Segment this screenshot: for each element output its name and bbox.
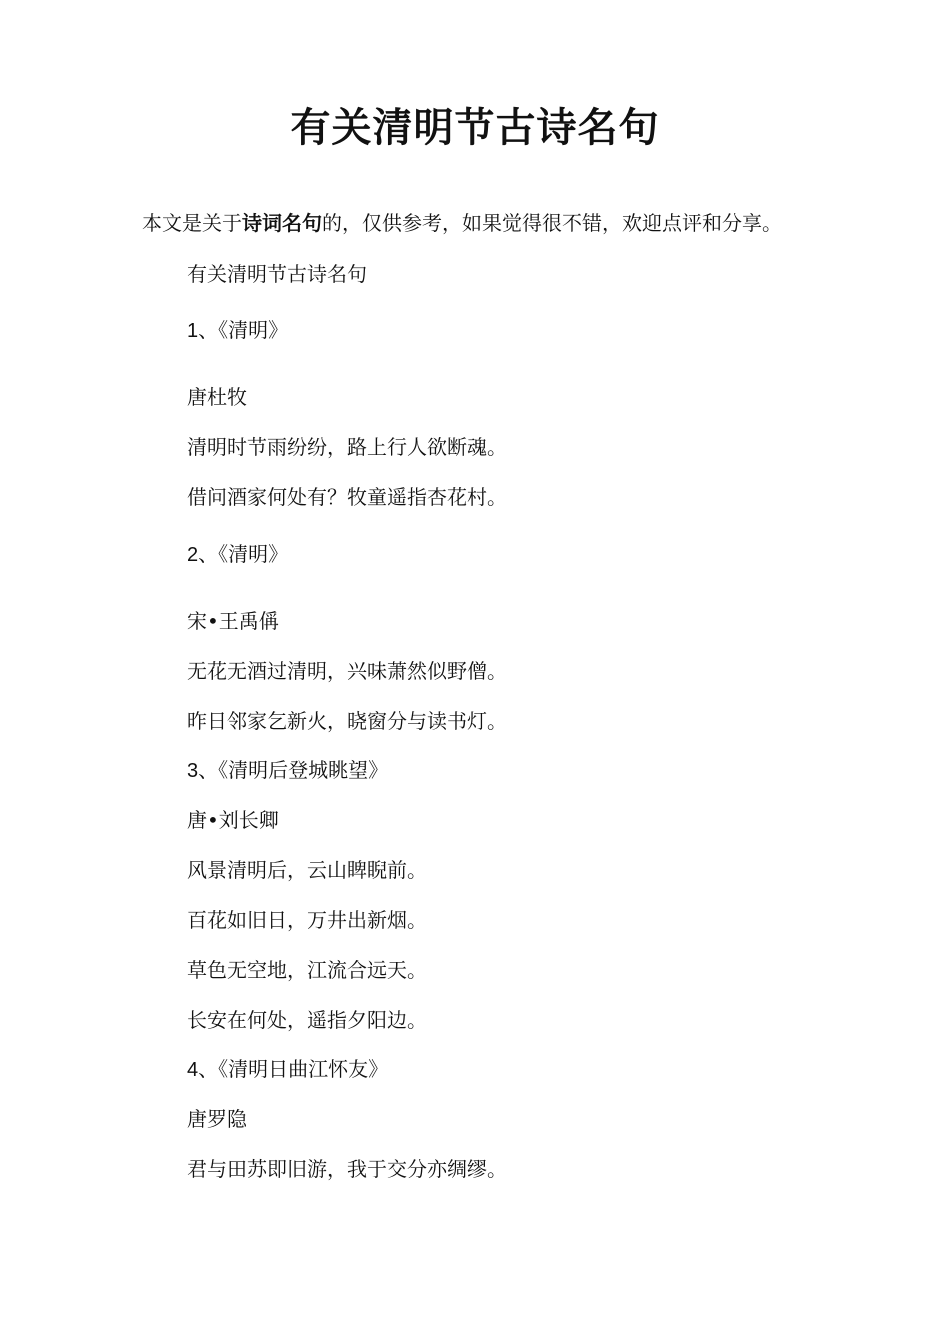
intro-paragraph <box>142 207 782 239</box>
poem-line: 清明时节雨纷纷，路上行人欲断魂。 <box>187 435 507 459</box>
poem-line: 草色无空地，江流合远天。 <box>187 958 427 982</box>
poem-number: 3 <box>187 760 199 782</box>
poem-line: 长安在何处，遥指夕阳边。 <box>187 1008 427 1032</box>
poem-author: 唐•刘长卿 <box>187 808 279 832</box>
poem-number-separator: 、 <box>198 758 219 782</box>
poem-line: 借问酒家何处有？牧童遥指杏花村。 <box>187 485 507 509</box>
poem-line: 君与田苏即旧游，我于交分亦绸缪。 <box>187 1157 507 1181</box>
poem-line: 昨日邻家乞新火，晓窗分与读书灯。 <box>187 709 507 733</box>
poem-heading <box>187 314 288 347</box>
poem-number: 2 <box>187 544 199 566</box>
poem-title: 《清明》 <box>218 318 289 342</box>
intro-text-after: 的，仅供参考，如果觉得很不错，欢迎点评和分享。 <box>322 211 782 235</box>
section-subtitle: 有关清明节古诗名句 <box>187 262 367 286</box>
poem-number: 1 <box>187 320 199 342</box>
poem-line: 无花无酒过清明，兴味萧然似野僧。 <box>187 659 507 683</box>
poem-number-separator: 、 <box>198 318 219 342</box>
poem-author: 宋•王禹偁 <box>187 609 279 633</box>
poem-heading <box>187 754 388 787</box>
poem-heading <box>187 538 288 571</box>
poem-line: 风景清明后，云山睥睨前。 <box>187 858 427 882</box>
poem-title: 《清明日曲江怀友》 <box>218 1057 389 1081</box>
intro-keyword: 诗词名句 <box>242 211 322 235</box>
poem-author: 唐罗隐 <box>187 1107 247 1131</box>
poem-title: 《清明后登城眺望》 <box>218 758 389 782</box>
poem-number-separator: 、 <box>198 1057 219 1081</box>
poem-number-separator: 、 <box>198 542 219 566</box>
poem-heading <box>187 1053 388 1086</box>
poem-author: 唐杜牧 <box>187 385 247 409</box>
poem-line: 百花如旧日，万井出新烟。 <box>187 908 427 932</box>
poem-title: 《清明》 <box>218 542 289 566</box>
poem-number: 4 <box>187 1059 199 1081</box>
document-title: 有关清明节古诗名句 <box>290 105 660 151</box>
intro-text-before: 本文是关于 <box>142 211 242 235</box>
